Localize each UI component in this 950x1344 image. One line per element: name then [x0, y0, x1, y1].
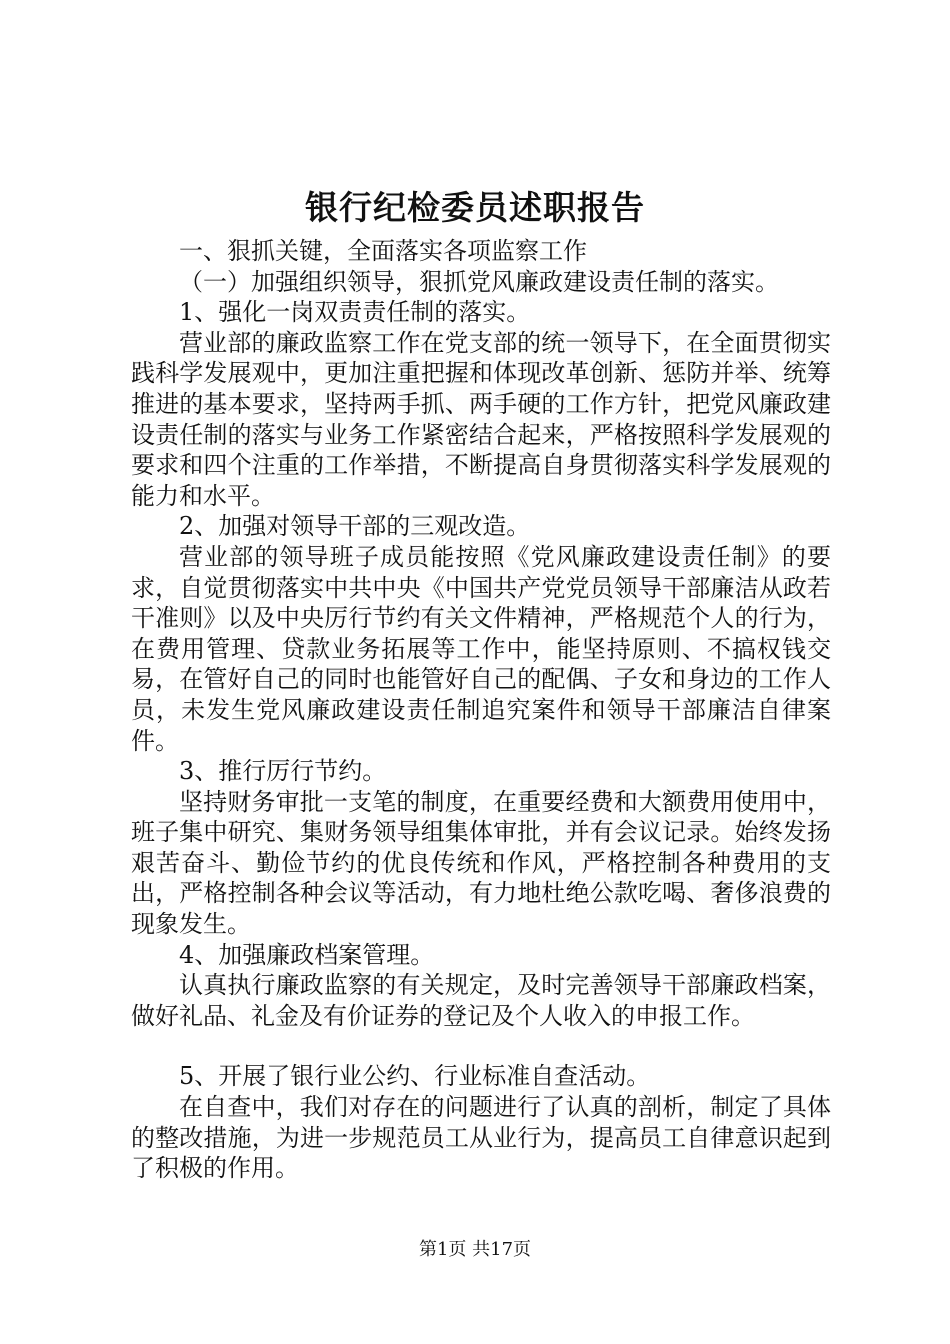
document-title: 银行纪检委员述职报告	[305, 188, 645, 227]
document-body	[131, 236, 831, 1184]
body-paragraph: 在自查中，我们对存在的问题进行了认真的剖析，制定了具体的整改措施，为进一步规范员工从业行为，提高员工自律意识起到了积极的作用。	[131, 1093, 831, 1183]
body-paragraph: 营业部的廉政监察工作在党支部的统一领导下，在全面贯彻实践科学发展观中，更加注重把握和体现改革创新、惩防并举、统筹推进的基本要求，坚持两手抓、两手硬的工作方针，把党风廉政建设责任制的落实与业务工作紧密结合起来，严格按照科学发展观的要求和四个注重的工作举措，不断提高自身贯彻落实科学发展观的能力和水平。	[131, 328, 831, 510]
section-heading: 一、狠抓关键，全面落实各项监察工作	[179, 237, 587, 265]
item-heading: 3、推行厉行节约。	[179, 757, 387, 786]
item-heading: 4、加强廉政档案管理。	[179, 940, 435, 969]
body-paragraph: 坚持财务审批一支笔的制度，在重要经费和大额费用使用中，班子集中研究、集财务领导组集体审批，并有会议记录。始终发扬艰苦奋斗、勤俭节约的优良传统和作风，严格控制各种费用的支出，严格控制各种会议等活动，有力地杜绝公款吃喝、奢侈浪费的现象发生。	[131, 787, 831, 939]
item-heading: 5、开展了银行业公约、行业标准自查活动。	[179, 1062, 651, 1091]
item-heading: 1、强化一岗双责责任制的落实。	[179, 298, 531, 327]
body-paragraph: 营业部的领导班子成员能按照《党风廉政建设责任制》的要求，自觉贯彻落实中共中央《中国共产党党员领导干部廉洁从政若干准则》以及中央厉行节约有关文件精神，严格规范个人的行为，在费用管理、贷款业务拓展等工作中，能坚持原则、不搞权钱交易，在管好自己的同时也能管好自己的配偶、子女和身边的工作人员，未发生党风廉政建设责任制追究案件和领导干部廉洁自律案件。	[131, 542, 831, 755]
page-footer: 第1页 共17页	[418, 1239, 532, 1260]
item-heading: 2、加强对领导干部的三观改造。	[179, 512, 531, 541]
subsection-heading: （一）加强组织领导，狠抓党风廉政建设责任制的落实。	[179, 267, 779, 296]
body-paragraph: 认真执行廉政监察的有关规定，及时完善领导干部廉政档案，做好礼品、礼金及有价证券的登记及个人收入的申报工作。	[131, 971, 831, 1030]
